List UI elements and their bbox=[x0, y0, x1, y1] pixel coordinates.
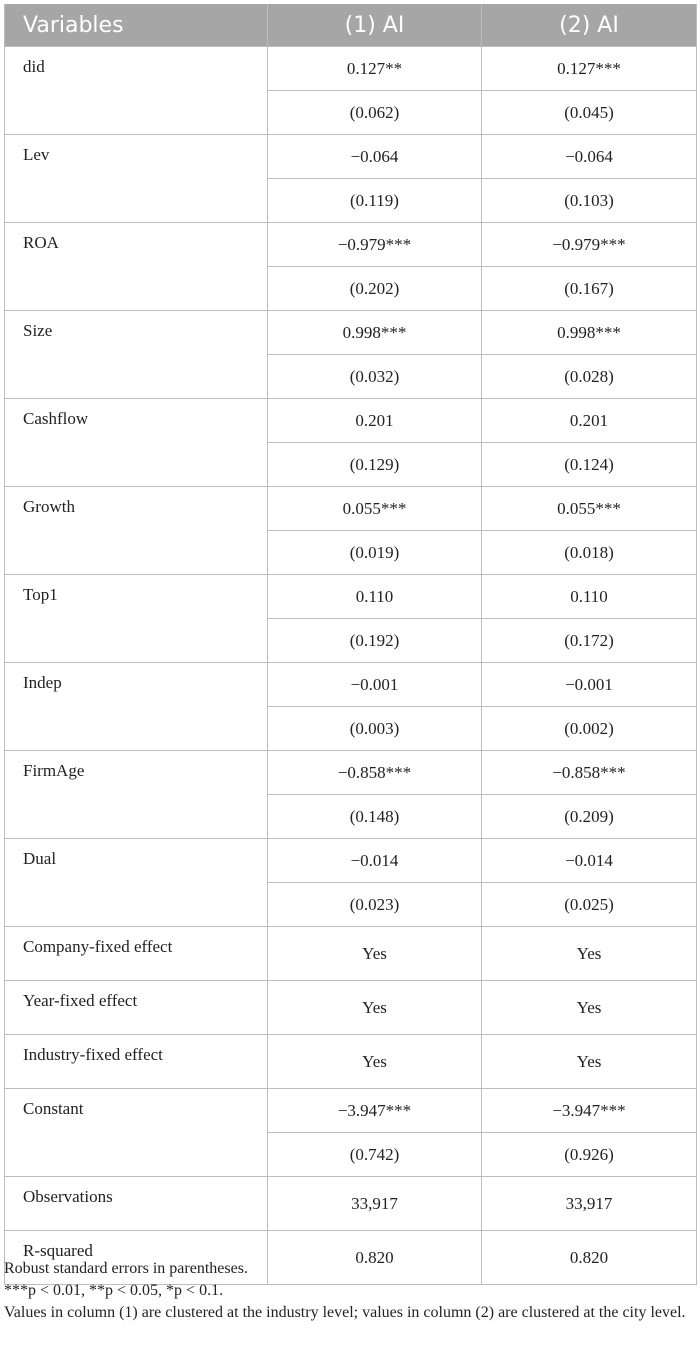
se-col2: (0.172) bbox=[482, 619, 697, 663]
variable-name: Lev bbox=[5, 135, 268, 223]
coef-col1: 0.201 bbox=[268, 399, 482, 443]
variable-name: Size bbox=[5, 311, 268, 399]
se-col1: (0.023) bbox=[268, 883, 482, 927]
regression-table-container bbox=[4, 4, 696, 1285]
se-col2: (0.045) bbox=[482, 91, 697, 135]
coef-col2: −0.064 bbox=[482, 135, 697, 179]
coef-col2: 0.055*** bbox=[482, 487, 697, 531]
stat-name: R-squared bbox=[5, 1231, 268, 1285]
se-col1: (0.192) bbox=[268, 619, 482, 663]
fixed-effect-col1: Yes bbox=[268, 927, 482, 981]
coef-col1: −0.858*** bbox=[268, 751, 482, 795]
se-col1: (0.119) bbox=[268, 179, 482, 223]
coef-col2: −0.001 bbox=[482, 663, 697, 707]
header-row bbox=[5, 4, 697, 47]
table-row bbox=[5, 663, 697, 707]
fixed-effect-row bbox=[5, 1035, 697, 1089]
coef-col2: −0.979*** bbox=[482, 223, 697, 267]
table-row bbox=[5, 487, 697, 531]
table-row bbox=[5, 135, 697, 179]
stats-row bbox=[5, 1177, 697, 1231]
se-col1: (0.032) bbox=[268, 355, 482, 399]
se-col1: (0.129) bbox=[268, 443, 482, 487]
stat-col2: 33,917 bbox=[482, 1177, 697, 1231]
stat-name: Observations bbox=[5, 1177, 268, 1231]
se-col1: (0.019) bbox=[268, 531, 482, 575]
se-col1: (0.148) bbox=[268, 795, 482, 839]
fixed-effect-col1: Yes bbox=[268, 1035, 482, 1089]
coef-col2: 0.998*** bbox=[482, 311, 697, 355]
coef-col2: 0.201 bbox=[482, 399, 697, 443]
se-col2: (0.167) bbox=[482, 267, 697, 311]
header-col2: (2) AI bbox=[482, 4, 697, 47]
constant-row bbox=[5, 1089, 697, 1133]
constant-name: Constant bbox=[5, 1089, 268, 1177]
stat-col1: 0.820 bbox=[268, 1231, 482, 1285]
table-row bbox=[5, 311, 697, 355]
header-col1: (1) AI bbox=[268, 4, 482, 47]
variable-name: Dual bbox=[5, 839, 268, 927]
fixed-effect-row bbox=[5, 981, 697, 1035]
se-col1: (0.062) bbox=[268, 91, 482, 135]
note-significance: ***p < 0.01, **p < 0.05, *p < 0.1. bbox=[4, 1282, 224, 1299]
coef-col2: 0.110 bbox=[482, 575, 697, 619]
se-col2: (0.103) bbox=[482, 179, 697, 223]
coef-col1: −0.001 bbox=[268, 663, 482, 707]
constant-coef-col2: −3.947*** bbox=[482, 1089, 697, 1133]
fixed-effect-name: Industry-fixed effect bbox=[5, 1035, 268, 1089]
stat-col2: 0.820 bbox=[482, 1231, 697, 1285]
se-col2: (0.025) bbox=[482, 883, 697, 927]
fixed-effect-col1: Yes bbox=[268, 981, 482, 1035]
coef-col1: −0.979*** bbox=[268, 223, 482, 267]
table-row bbox=[5, 223, 697, 267]
regression-table bbox=[4, 4, 697, 1285]
coef-col1: 0.055*** bbox=[268, 487, 482, 531]
coef-col1: 0.998*** bbox=[268, 311, 482, 355]
coef-col1: −0.064 bbox=[268, 135, 482, 179]
table-notes bbox=[4, 1258, 696, 1324]
header-variables: Variables bbox=[5, 4, 268, 47]
se-col2: (0.124) bbox=[482, 443, 697, 487]
variable-name: did bbox=[5, 47, 268, 135]
fixed-effect-col2: Yes bbox=[482, 981, 697, 1035]
note-clustering: Values in column (1) are clustered at the industry level; values in column (2) are clustered at the city level. bbox=[4, 1304, 686, 1321]
se-col2: (0.028) bbox=[482, 355, 697, 399]
constant-se-col1: (0.742) bbox=[268, 1133, 482, 1177]
coef-col2: −0.014 bbox=[482, 839, 697, 883]
constant-coef-col1: −3.947*** bbox=[268, 1089, 482, 1133]
table-row bbox=[5, 751, 697, 795]
fixed-effect-row bbox=[5, 927, 697, 981]
coef-col2: −0.858*** bbox=[482, 751, 697, 795]
se-col2: (0.018) bbox=[482, 531, 697, 575]
variable-name: Growth bbox=[5, 487, 268, 575]
coef-col1: −0.014 bbox=[268, 839, 482, 883]
coef-col2: 0.127*** bbox=[482, 47, 697, 91]
se-col1: (0.202) bbox=[268, 267, 482, 311]
variable-name: FirmAge bbox=[5, 751, 268, 839]
table-row bbox=[5, 839, 697, 883]
fixed-effect-name: Year-fixed effect bbox=[5, 981, 268, 1035]
variable-name: Cashflow bbox=[5, 399, 268, 487]
fixed-effect-col2: Yes bbox=[482, 1035, 697, 1089]
fixed-effect-col2: Yes bbox=[482, 927, 697, 981]
constant-se-col2: (0.926) bbox=[482, 1133, 697, 1177]
variable-name: ROA bbox=[5, 223, 268, 311]
se-col2: (0.002) bbox=[482, 707, 697, 751]
stat-col1: 33,917 bbox=[268, 1177, 482, 1231]
fixed-effect-name: Company-fixed effect bbox=[5, 927, 268, 981]
table-row bbox=[5, 575, 697, 619]
note-robust-se: Robust standard errors in parentheses. bbox=[4, 1260, 248, 1277]
se-col2: (0.209) bbox=[482, 795, 697, 839]
variable-name: Top1 bbox=[5, 575, 268, 663]
variable-name: Indep bbox=[5, 663, 268, 751]
coef-col1: 0.127** bbox=[268, 47, 482, 91]
coef-col1: 0.110 bbox=[268, 575, 482, 619]
se-col1: (0.003) bbox=[268, 707, 482, 751]
table-row bbox=[5, 399, 697, 443]
table-row bbox=[5, 47, 697, 91]
